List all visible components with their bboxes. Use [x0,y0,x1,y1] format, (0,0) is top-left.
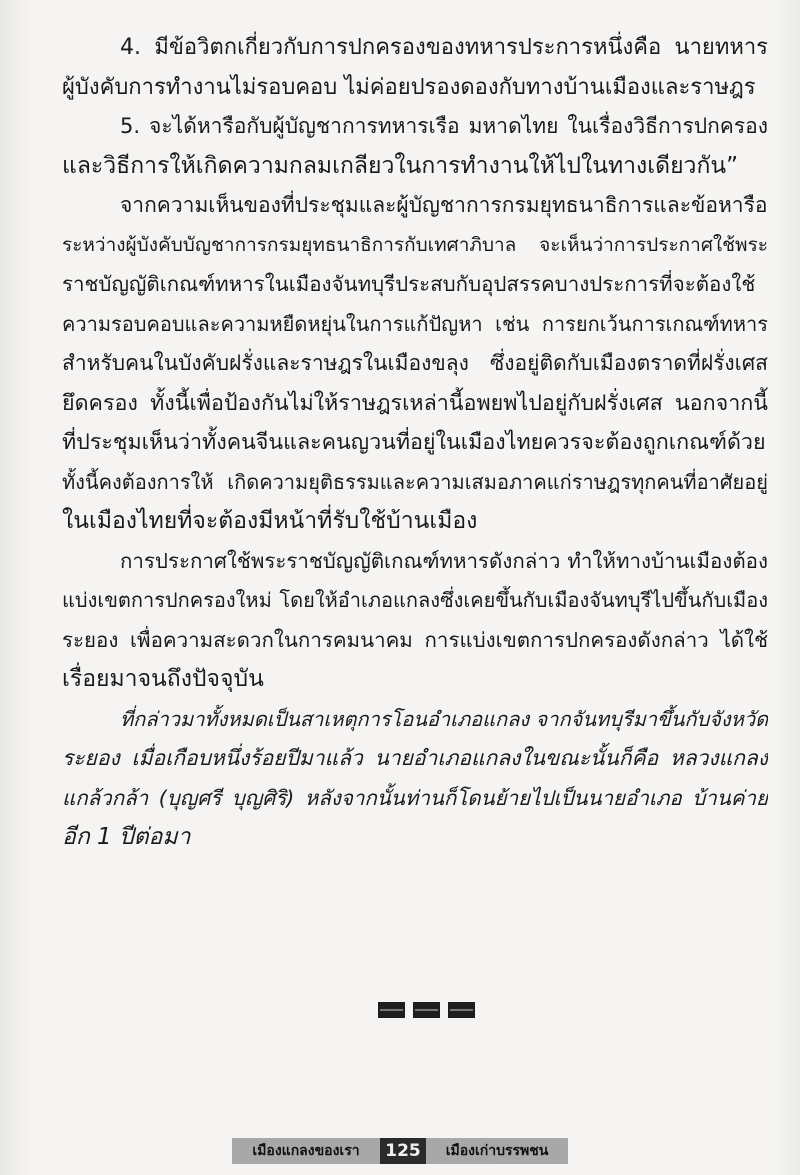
item5-line-1: 5. จะได้หารือกับผู้บัญชาการทหารเรือ มหาดไทย ในเรื่องวิธีการปกครอง [120,114,768,138]
paragraph2-line-2: แบ่งเขตการปกครองใหม่ โดยให้อำเภอแกลงซึ่งเคยขึ้นกับเมืองจันทบุรีไปขึ้นกับเมือง [62,588,768,612]
footer-chapter-title: เมืองเก่าบรรพชน [426,1138,568,1164]
paragraph1-line-9: ในเมืองไทยที่จะต้องมีหน้าที่รับใช้บ้านเมือง [62,508,478,534]
paragraph1-line-3: ราชบัญญัติเกณฑ์ทหารในเมืองจันทบุรีประสบกับอุปสรรคบางประการที่จะต้องใช้ [62,272,756,296]
paragraph1-line-1: จากความเห็นของที่ประชุมและผู้บัญชาการกรมยุทธนาธิการและข้อหารือ [120,193,768,217]
separator-block-icon [413,1002,440,1018]
page-number: 125 [380,1138,426,1164]
paragraph2-line-4: เรื่อยมาจนถึงปัจจุบัน [62,666,264,692]
paragraph2-line-1: การประกาศใช้พระราชบัญญัติเกณฑ์ทหารดังกล่าว ทำให้ทางบ้านเมืองต้อง [120,548,768,573]
paragraph1-line-5: สำหรับคนในบังคับฝรั่งและราษฎรในเมืองขลุง ซึ่งอยู่ติดกับเมืองตราดที่ฝรั่งเศส [62,351,768,375]
separator-block-icon [448,1002,475,1018]
paragraph1-line-7: ที่ประชุมเห็นว่าทั้งคนจีนและคนญวนที่อยู่ในเมืองไทยควรจะต้องถูกเกณฑ์ด้วย [62,430,766,455]
paragraph3-line-1: ที่กล่าวมาทั้งหมดเป็นสาเหตุการโอนอำเภอแกลง จากจันทบุรีมาขึ้นกับจังหวัด [120,706,768,731]
page-body-text [62,28,768,858]
item4-line-2: ผู้บังคับการทำงานไม่รอบคอบ ไม่ค่อยปรองดองกับทางบ้านเมืองและราษฎร [62,74,756,100]
paragraph2-line-3: ระยอง เพื่อความสะดวกในการคมนาคม การแบ่งเขตการปกครองดังกล่าว ได้ใช้ [62,627,768,652]
footer-book-title: เมืองแกลงของเรา [232,1138,380,1164]
paragraph3-line-2: ระยอง เมื่อเกือบหนึ่งร้อยปีมาแล้ว นายอำเภอแกลงในขณะนั้นก็คือ หลวงแกลง [62,746,768,770]
paragraph1-line-6: ยึดครอง ทั้งนี้เพื่อป้องกันไม่ให้ราษฎรเหล่านี้อพยพไปอยู่กับฝรั่งเศส นอกจากนี้ [62,390,768,416]
paragraph3-line-3: แกล้วกล้า (บุญศรี บุญศิริ) หลังจากนั้นท่านก็โดนย้ายไปเป็นนายอำเภอ บ้านค่าย [62,785,768,810]
section-separator [378,1002,475,1018]
paragraph1-line-2: ระหว่างผู้บังคับบัญชาการกรมยุทธนาธิการกับเทศาภิบาล จะเห็นว่าการประกาศใช้พระ [62,233,768,256]
page-footer [232,1138,568,1164]
paragraph1-line-4: ความรอบคอบและความหยืดหยุ่นในการแก้ปัญหา เช่น การยกเว้นการเกณฑ์ทหาร [62,311,768,336]
paragraph1-line-8: ทั้งนี้คงต้องการให้ เกิดความยุติธรรมและความเสมอภาคแก่ราษฎรทุกคนที่อาศัยอยู่ [62,469,768,494]
paragraph3-line-4: อีก 1 ปีต่อมา [62,824,191,850]
separator-block-icon [378,1002,405,1018]
item4-line-1: 4. มีข้อวิตกเกี่ยวกับการปกครองของทหารประการหนึ่งคือ นายทหาร [120,35,768,60]
item5-line-2: และวิธีการให้เกิดความกลมเกลียวในการทำงานให้ไปในทางเดียวกัน” [62,152,739,179]
